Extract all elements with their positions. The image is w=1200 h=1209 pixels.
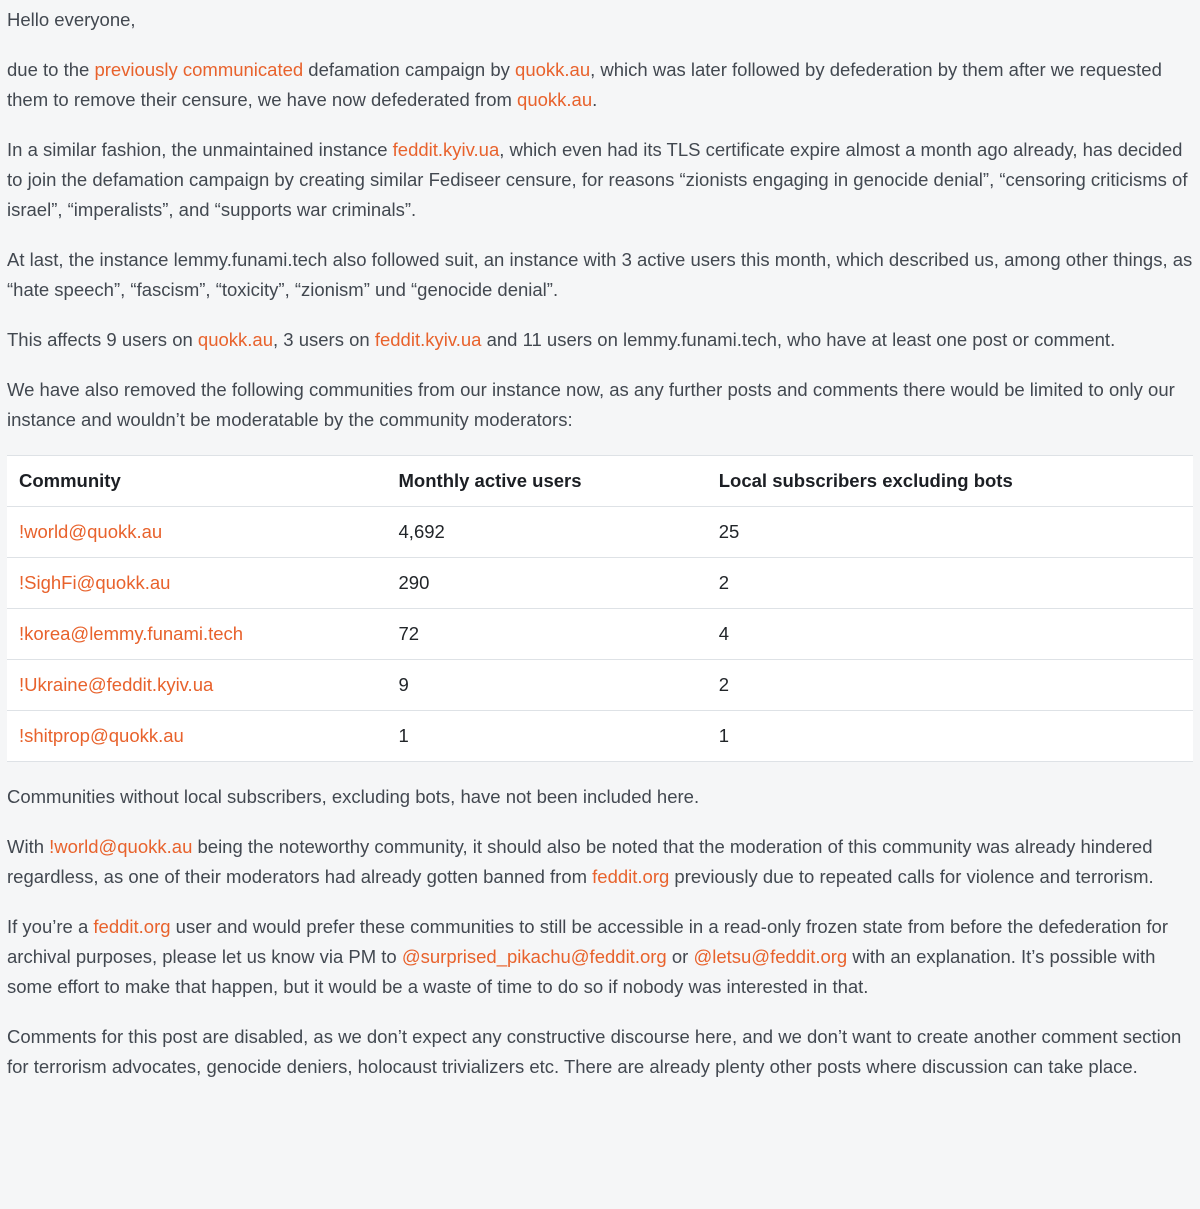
feddit-org-link[interactable]: feddit.org (93, 916, 171, 937)
feddit-kyiv-ua-link[interactable]: feddit.kyiv.ua (392, 139, 500, 160)
community-link[interactable]: !shitprop@quokk.au (19, 725, 184, 746)
local-subscribers-cell: 1 (707, 711, 1193, 762)
paragraph: With !world@quokk.au being the noteworthy community, it should also be noted that the moderation of this community was already hindered regardless, as one of their moderators had already gotten banned from feddit.org previously due to repeated calls for violence and terrorism. (7, 836, 1154, 887)
local-subscribers-cell: 4 (707, 609, 1193, 660)
paragraph: In a similar fashion, the unmaintained instance feddit.kyiv.ua, which even had its TLS certificate expire almost a month ago already, has decided to join the defamation campaign by creating similar Fediseer censure, for reasons “zionists engaging in genocide denial”, “censoring criticisms of israel”, “imperalists”, and “supports war criminals”. (7, 139, 1188, 220)
paragraph: due to the previously communicated defamation campaign by quokk.au, which was later followed by defederation by them after we requested them to remove their censure, we have now defederated from quokk.au. (7, 59, 1162, 110)
local-subscribers-cell: 2 (707, 660, 1193, 711)
monthly-active-users-cell: 72 (387, 609, 707, 660)
table-row (7, 558, 1193, 609)
community-cell (7, 507, 387, 558)
community-cell (7, 660, 387, 711)
local-subscribers-cell: 2 (707, 558, 1193, 609)
letsu-link[interactable]: @letsu@feddit.org (693, 946, 848, 967)
table-header-row (7, 456, 1193, 507)
community-cell (7, 558, 387, 609)
paragraph: At last, the instance lemmy.funami.tech also followed suit, an instance with 3 active users this month, which described us, among other things, as “hate speech”, “fascism”, “toxicity”, “zionism” und “genocide denial”. (7, 249, 1193, 300)
paragraph: Communities without local subscribers, excluding bots, have not been included here. (7, 786, 700, 807)
community-link[interactable]: !SighFi@quokk.au (19, 572, 171, 593)
paragraph: Hello everyone, (7, 9, 136, 30)
table-row (7, 660, 1193, 711)
previously-communicated-link[interactable]: previously communicated (94, 59, 304, 80)
monthly-active-users-cell: 9 (387, 660, 707, 711)
monthly-active-users-cell: 290 (387, 558, 707, 609)
quokk-au-link[interactable]: quokk.au (517, 89, 593, 110)
feddit-org-link[interactable]: feddit.org (592, 866, 670, 887)
feddit-kyiv-ua-link[interactable]: feddit.kyiv.ua (374, 329, 482, 350)
monthly-active-users-cell: 4,692 (387, 507, 707, 558)
quokk-au-link[interactable]: quokk.au (197, 329, 274, 350)
community-cell (7, 609, 387, 660)
table-row (7, 711, 1193, 762)
table-row (7, 507, 1193, 558)
table-header: Community (7, 456, 387, 507)
table-row (7, 609, 1193, 660)
community-link[interactable]: !Ukraine@feddit.kyiv.ua (19, 674, 214, 695)
community-link[interactable]: !world@quokk.au (19, 521, 163, 542)
world-quokk-au-link[interactable]: !world@quokk.au (49, 836, 193, 857)
table-header: Local subscribers excluding bots (707, 456, 1193, 507)
communities-table (7, 455, 1193, 762)
paragraph: Comments for this post are disabled, as we don’t expect any constructive discourse here, and we don’t want to create another comment section for terrorism advocates, genocide deniers, holocaust trivializers etc. There are already plenty other posts where discussion can take place. (7, 1026, 1182, 1077)
monthly-active-users-cell: 1 (387, 711, 707, 762)
quokk-au-link[interactable]: quokk.au (515, 59, 591, 80)
community-link[interactable]: !korea@lemmy.funami.tech (19, 623, 244, 644)
paragraph: We have also removed the following communities from our instance now, as any further posts and comments there would be limited to only our instance and wouldn’t be moderatable by the community moderators: (7, 379, 1175, 430)
table-header: Monthly active users (387, 456, 707, 507)
community-cell (7, 711, 387, 762)
local-subscribers-cell: 25 (707, 507, 1193, 558)
paragraph: This affects 9 users on quokk.au, 3 users on feddit.kyiv.ua and 11 users on lemmy.funami.tech, who have at least one post or comment. (7, 329, 1116, 350)
surprised-pikachu-link[interactable]: @surprised_pikachu@feddit.org (401, 946, 667, 967)
paragraph: If you’re a feddit.org user and would prefer these communities to still be accessible in a read-only frozen state from before the defederation for archival purposes, please let us know via PM to @surprised_pikachu@feddit.org or @letsu@feddit.org with an explanation. It’s possible with some effort to make that happen, but it would be a waste of time to do so if nobody was interested in that. (7, 916, 1169, 997)
